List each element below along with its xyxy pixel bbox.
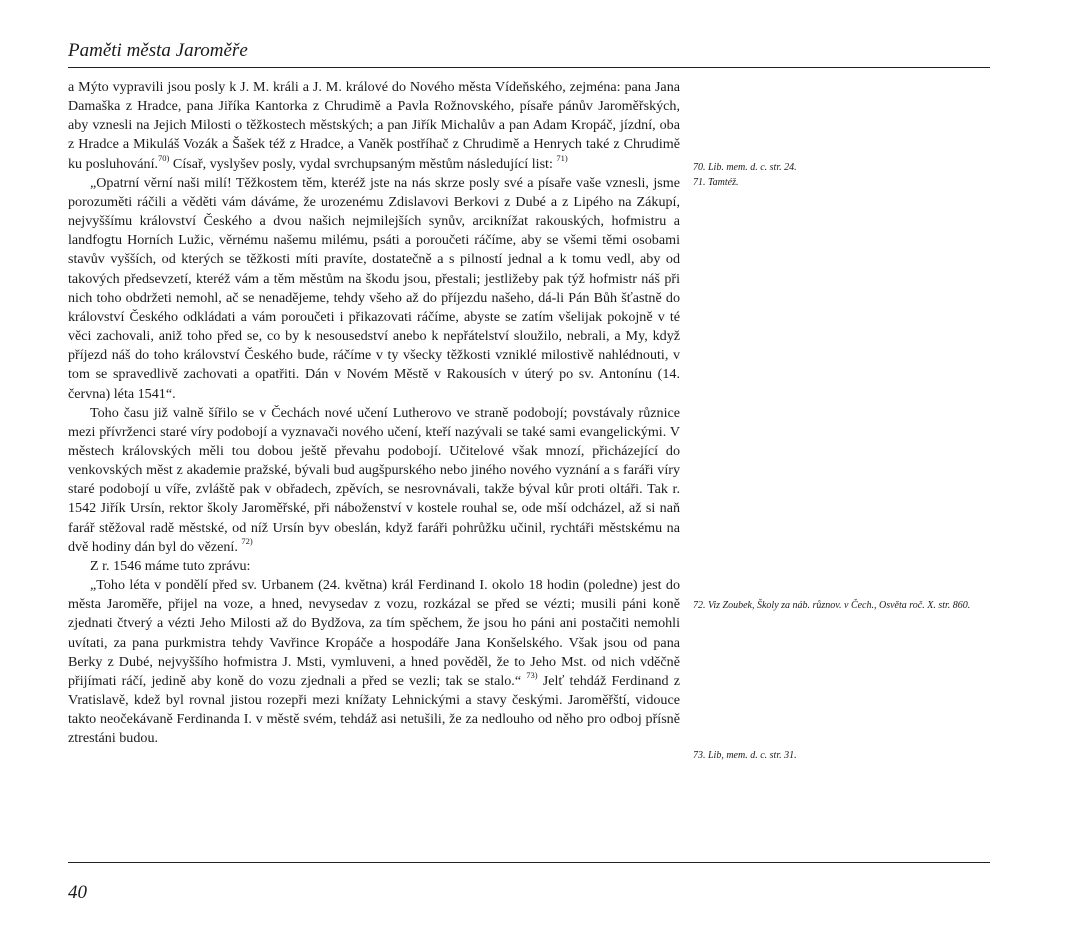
footer-rule: [68, 862, 990, 863]
paragraph-5-text: „Toho léta v pondělí před sv. Urbanem (24. května) král Ferdinand I. okolo 18 hodin (poledne) jest do města Jaroměře, přijel na voze, a hned, nevysedav z vozu, rozkázal se před se vézti; musili páni koně zjednati čtverý a vézti Jeho Milosti až do Bydžova, za tím spěchem, že jsou ho páni ani postačiti nemohli uvítati, za pana purkmistra tehdy Vavřince Kropáče a hospodáře Jana Konšelského. Však jsou od pana Berky z Dubé, nejvyššího hofmistra J. Msti, vymluveni, a hned pověděl, že to Jeho Mst. od nich vděčně přijímati ráčí, jedině aby koně do vozu zjednali a před se vezli; tak se stalo.“: [68, 577, 680, 689]
footnote-ref-70: 70): [158, 152, 170, 163]
paragraph-2: „Opatrní věrní naši milí! Těžkostem těm, kteréž jste na nás skrze posly své a písaře vaše vznesli, jsme porozuměti ráčili a věděti vám dáváme, že urozenému Zdislavovi Berkovi z Dubé a z Lipého na Zákupí, nejvyššímu království Českého a dvou našich nejmilejších synův, arciknížat rakouských, hofmistru a landfogtu Horních Lužic, věrnému našemu milému, psáti a poroučeti ráčíme, aby se všemi těmi osobami stavův vyšších, od kterých se těžkosti míti pravíte, dostatečně a s pilností jednal a k tomu vedl, aby od takových předsevzetí, kteréž vám a těm městům na škodu jsou, přestali; jestližeby pak týž hofmistr náš při nich toho obdržeti nemohl, ač se nenadějeme, tehdy všeho až do příjezdu našeho, dá-li Pán Bůh šťastně do království Českého odkládati a vám poroučeti i přikazovati ráčíme, abyste se zatím všelijak pokojně v té věci zachovali, aniž toho před se, co by k nesousedství anebo k nepřátelství sloužilo, nebrali, a My, když příjezd náš do toho království Českého bude, ráčíme v ty všecky těžkosti vzniklé milostivě nahlédnouti, v tom se spravedlivě zachovati a opatřiti. Dán v Novém Městě v Rakousích v úterý po sv. Antonínu (14. června) léta 1541“.: [68, 174, 680, 402]
paragraph-5: [68, 576, 680, 748]
margin-note-70: 70. Lib. mem. d. c. str. 24.: [693, 162, 797, 173]
page-number: 40: [68, 882, 87, 903]
paragraph-1: [68, 78, 680, 174]
running-header: Paměti města Jaroměře: [68, 40, 248, 61]
main-text-column: [68, 78, 680, 748]
margin-note-73: 73. Lib, mem. d. c. str. 31.: [693, 750, 797, 761]
paragraph-3-text: Toho času již valně šířilo se v Čechách nové učení Lutherovo ve straně podobojí; povstávaly různice mezi přívrženci staré víry podobojí a vyznavači nového učení, kteří nazývali se také sami evangelickými. V městech královských měli tou dobou ještě převahu podobojí. Učitelové však mnozí, přicházející do venkovských měst z akademie pražské, bývali bud augšpurského nebo jiného nového vyznání a s faráři víry staré podobojí u víře, zvláště pak v obřadech, zpěvích, se nesrovnávali, takže býval kůr proti oltáři. Tak r. 1542 Jiřík Ursín, rektor školy Jaroměřské, při náboženství v kostele rouhal se, ode mší odcházel, až si naň farář stěžoval radě městské, od níž Ursín byv obeslán, když faráři pohrůžku učinil, rychtáři městskému na dvě hodiny dán byl do vězení.: [68, 404, 680, 555]
header-rule: [68, 67, 990, 68]
paragraph-3: [68, 404, 680, 557]
paragraph-1-text: a Mýto vypravili jsou posly k J. M. králi a J. M. králové do Nového města Vídeňského, zejména: pana Jana Damaška z Hradce, pana Jiříka Kantorka z Chrudimě a Pavla Rožnovského, písaře pánův Jaroměřských, aby vznesli na Jejich Milosti o těžkostech městských; a pan Jiřík Michalův a pan Adam Kropáč, jízdní, oba z Hradce a Mikuláš Vozák a Šašek též z Hradce, a Vaněk postříhač z Chrudimě a Henrych také z Chrudimě ku posluhování.: [68, 79, 680, 172]
paragraph-1-continuation: Císař, vyslyšev posly, vydal svrchupsaným městům následující list:: [169, 155, 553, 172]
footnote-ref-73: 73): [526, 670, 538, 681]
paragraph-5-continuation: Jelť tehdáž Ferdinand z Vratislavě, kdež byl rovnal jistou rozepři mezi knížaty Lehnickými a stavy českými. Jaroměřští, vidouce takto neočekávaně Ferdinanda I. v městě svém, tehdáž asi netušili, že za nedlouho od něho pro odboj přísně ztrestáni budou.: [68, 672, 680, 747]
footnote-ref-72: 72): [241, 536, 253, 547]
footnote-ref-71: 71): [556, 152, 568, 163]
margin-note-71: 71. Tamtéž.: [693, 177, 739, 188]
margin-note-72: 72. Viz Zoubek, Školy za náb. různov. v Čech., Osvěta roč. X. str. 860.: [693, 600, 971, 611]
paragraph-4: Z r. 1546 máme tuto zprávu:: [90, 557, 251, 574]
